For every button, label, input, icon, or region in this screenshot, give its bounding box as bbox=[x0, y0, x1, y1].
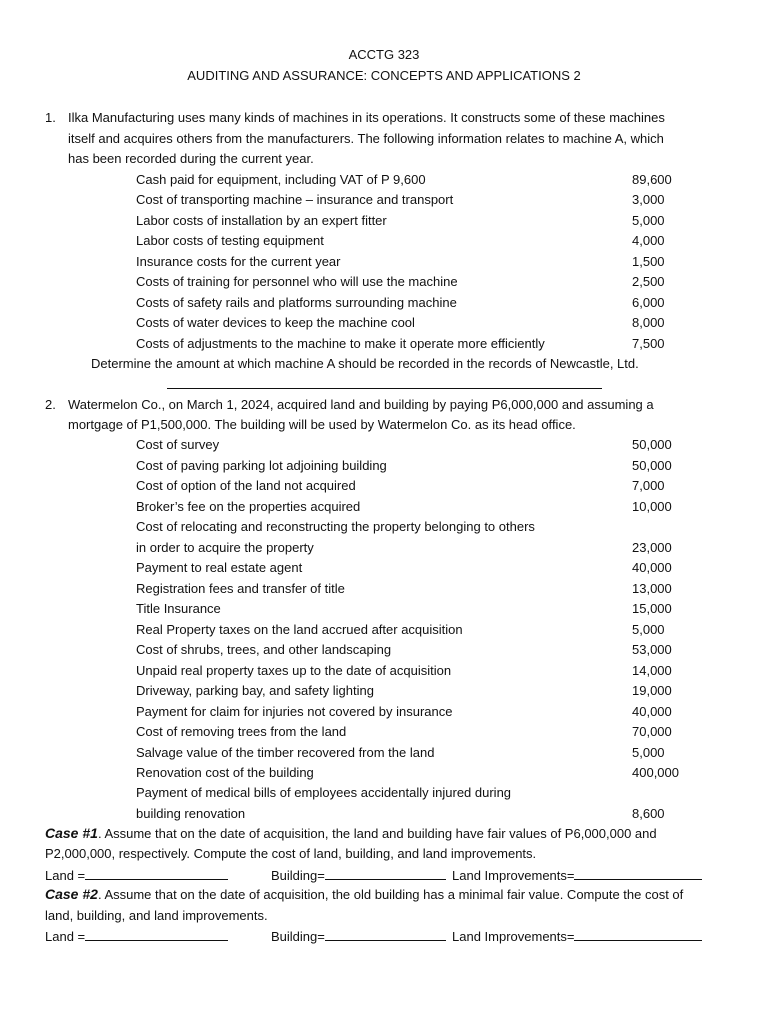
p2-item-amount: 50,000 bbox=[632, 458, 672, 473]
p2-item-amount: 15,000 bbox=[632, 601, 672, 616]
p1-item-amount: 89,600 bbox=[632, 172, 672, 187]
p2-item-label: Payment to real estate agent bbox=[136, 560, 303, 575]
land-improvements-answer-blank[interactable] bbox=[574, 866, 702, 880]
p1-item-amount: 7,500 bbox=[632, 336, 665, 351]
p2-item-amount: 14,000 bbox=[632, 663, 672, 678]
p2-item-amount: 13,000 bbox=[632, 581, 672, 596]
land-improvements-label: Land Improvements= bbox=[452, 929, 575, 944]
p1-item-label: Costs of training for personnel who will use the machine bbox=[136, 274, 458, 289]
p2-item-amount: 5,000 bbox=[632, 622, 665, 637]
p2-item-label: Payment of medical bills of employees accidentally injured during bbox=[136, 785, 512, 800]
p1-item-amount: 5,000 bbox=[632, 213, 665, 228]
p2-item-label: Unpaid real property taxes up to the date of acquisition bbox=[136, 663, 452, 678]
p1-item-label: Cost of transporting machine – insurance and transport bbox=[136, 192, 454, 207]
case-2-label: Case #2 bbox=[45, 886, 98, 902]
p1-item-label: Costs of water devices to keep the machine cool bbox=[136, 315, 415, 330]
course-title: AUDITING AND ASSURANCE: CONCEPTS AND APPLICATIONS 2 bbox=[187, 68, 581, 83]
problem-1-number: 1. bbox=[45, 110, 56, 125]
p2-item-amount: 53,000 bbox=[632, 642, 672, 657]
p2-item-amount: 40,000 bbox=[632, 560, 672, 575]
land-answer-blank[interactable] bbox=[85, 866, 228, 880]
case-1-line-2: P2,000,000, respectively. Compute the cost of land, building, and land improvements. bbox=[45, 846, 537, 861]
p2-item-amount: 70,000 bbox=[632, 724, 672, 739]
p1-item-label: Labor costs of installation by an expert fitter bbox=[136, 213, 387, 228]
p2-item-label: Title Insurance bbox=[136, 601, 221, 616]
p2-item-label: Cost of survey bbox=[136, 437, 220, 452]
p2-item-amount: 40,000 bbox=[632, 704, 672, 719]
p2-item-amount: 23,000 bbox=[632, 540, 672, 555]
problem-2-number: 2. bbox=[45, 397, 56, 412]
p2-item-amount: 19,000 bbox=[632, 683, 672, 698]
problem-2-intro-line-2: mortgage of P1,500,000. The building will be used by Watermelon Co. as its head office. bbox=[68, 417, 576, 432]
land-answer-blank[interactable] bbox=[85, 927, 228, 941]
p2-item-label: Renovation cost of the building bbox=[136, 765, 314, 780]
building-label: Building= bbox=[271, 868, 325, 883]
p2-item-label: Cost of relocating and reconstructing the property belonging to others bbox=[136, 519, 535, 534]
case-1-label: Case #1 bbox=[45, 825, 98, 841]
p2-item-label: Cost of paving parking lot adjoining building bbox=[136, 458, 387, 473]
course-code: ACCTG 323 bbox=[348, 47, 420, 62]
case-2-land-answer bbox=[45, 927, 228, 945]
p2-item-label: in order to acquire the property bbox=[136, 540, 314, 555]
answer-line[interactable] bbox=[167, 388, 602, 389]
case-2-land-improvements-answer bbox=[452, 927, 702, 945]
problem-1-intro-line-3: has been recorded during the current year. bbox=[68, 151, 314, 166]
p2-item-label: Payment for claim for injuries not covered by insurance bbox=[136, 704, 453, 719]
case-1-land-answer bbox=[45, 866, 228, 884]
problem-1-intro-line-1: Ilka Manufacturing uses many kinds of machines in its operations. It constructs some of these machines bbox=[68, 110, 665, 125]
p1-item-amount: 4,000 bbox=[632, 233, 665, 248]
p1-item-amount: 8,000 bbox=[632, 315, 665, 330]
building-label: Building= bbox=[271, 929, 325, 944]
problem-1-question: Determine the amount at which machine A should be recorded in the records of Newcastle, Ltd. bbox=[91, 356, 639, 371]
case-1-text: . Assume that on the date of acquisition, the land and building have fair values of P6,000,000 and bbox=[97, 826, 657, 841]
p2-item-label: Salvage value of the timber recovered from the land bbox=[136, 745, 435, 760]
p1-item-label: Costs of safety rails and platforms surrounding machine bbox=[136, 295, 457, 310]
p1-item-label: Costs of adjustments to the machine to make it operate more efficiently bbox=[136, 336, 545, 351]
problem-2-intro-line-1: Watermelon Co., on March 1, 2024, acquired land and building by paying P6,000,000 and assuming a bbox=[68, 397, 654, 412]
p2-item-label: Registration fees and transfer of title bbox=[136, 581, 345, 596]
p2-item-amount: 7,000 bbox=[632, 478, 665, 493]
case-1-land-improvements-answer bbox=[452, 866, 702, 884]
p2-item-amount: 50,000 bbox=[632, 437, 672, 452]
case-1-line-1 bbox=[45, 825, 657, 842]
problem-1-intro-line-2: itself and acquires others from the manufacturers. The following information relates to machine A, which bbox=[68, 131, 664, 146]
p1-item-amount: 6,000 bbox=[632, 295, 665, 310]
p1-item-label: Labor costs of testing equipment bbox=[136, 233, 324, 248]
p1-item-amount: 2,500 bbox=[632, 274, 665, 289]
case-2-line-2: land, building, and land improvements. bbox=[45, 908, 268, 923]
p1-item-amount: 3,000 bbox=[632, 192, 665, 207]
p1-item-label: Insurance costs for the current year bbox=[136, 254, 341, 269]
land-improvements-answer-blank[interactable] bbox=[574, 927, 702, 941]
p2-item-label: Cost of shrubs, trees, and other landscaping bbox=[136, 642, 392, 657]
p2-item-label: Cost of option of the land not acquired bbox=[136, 478, 356, 493]
case-1-building-answer bbox=[271, 866, 446, 884]
p2-item-label: Broker’s fee on the properties acquired bbox=[136, 499, 361, 514]
land-improvements-label: Land Improvements= bbox=[452, 868, 575, 883]
p2-item-label: Real Property taxes on the land accrued after acquisition bbox=[136, 622, 463, 637]
building-answer-blank[interactable] bbox=[325, 927, 446, 941]
building-answer-blank[interactable] bbox=[325, 866, 446, 880]
p2-item-amount: 400,000 bbox=[632, 765, 679, 780]
case-2-text: . Assume that on the date of acquisition, the old building has a minimal fair value. Compute the cost of bbox=[97, 887, 684, 902]
land-label: Land = bbox=[45, 929, 86, 944]
case-2-line-1 bbox=[45, 886, 683, 903]
p2-item-label: Driveway, parking bay, and safety lighting bbox=[136, 683, 374, 698]
p2-item-label: Cost of removing trees from the land bbox=[136, 724, 347, 739]
p1-item-label: Cash paid for equipment, including VAT of P 9,600 bbox=[136, 172, 426, 187]
p2-item-amount: 10,000 bbox=[632, 499, 672, 514]
p2-item-amount: 8,600 bbox=[632, 806, 665, 821]
p2-item-label: building renovation bbox=[136, 806, 246, 821]
land-label: Land = bbox=[45, 868, 86, 883]
p2-item-amount: 5,000 bbox=[632, 745, 665, 760]
p1-item-amount: 1,500 bbox=[632, 254, 665, 269]
case-2-building-answer bbox=[271, 927, 446, 945]
